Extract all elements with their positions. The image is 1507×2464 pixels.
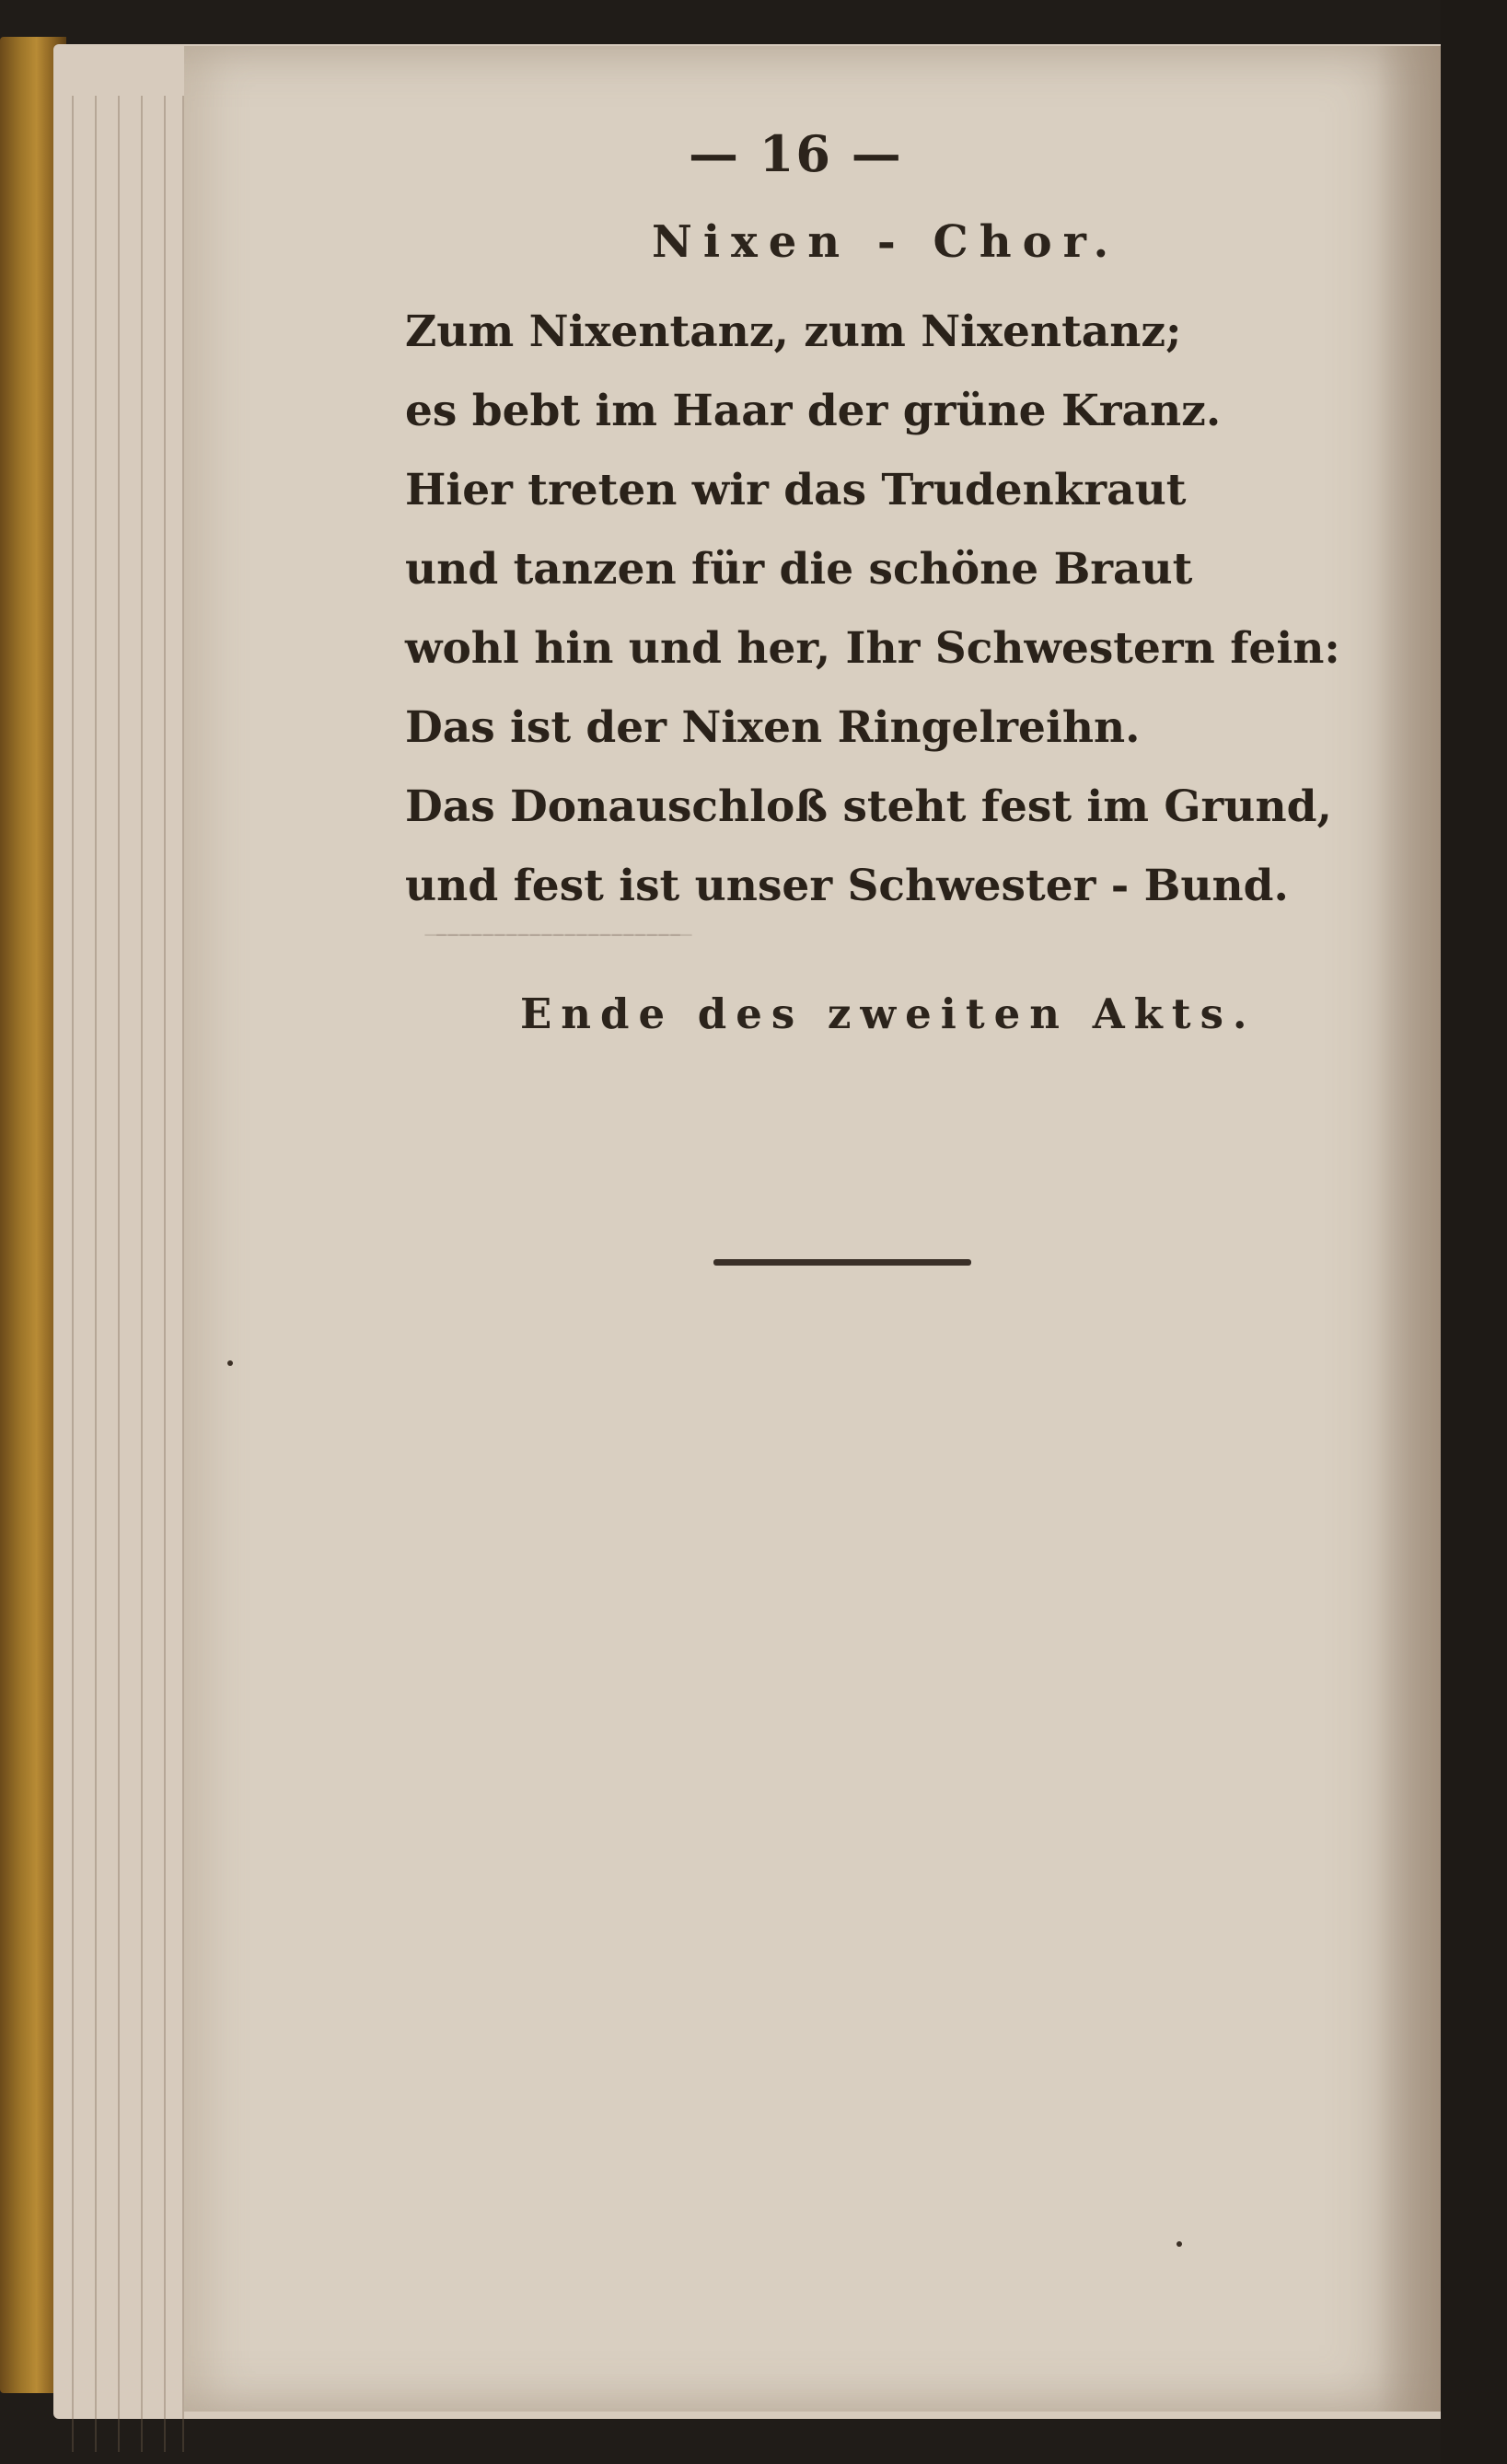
verse-line: Hier treten wir das Trudenkraut — [405, 465, 1187, 515]
verse-block — [405, 293, 1340, 926]
page-edge-line — [141, 96, 143, 2452]
page-edge-line — [72, 96, 74, 2452]
page-edge-line — [164, 96, 166, 2452]
scan-background-right — [1441, 0, 1507, 2464]
page-edge-line — [95, 96, 97, 2452]
ink-speck — [227, 1360, 233, 1366]
verse-line: wohl hin und her, Ihr Schwestern fein: — [405, 623, 1340, 674]
verse-line: Zum Nixentanz, zum Nixentanz; — [405, 307, 1182, 357]
verse-line: Das ist der Nixen Ringelreihn. — [405, 702, 1141, 753]
verse-line: und tanzen für die schöne Braut — [405, 544, 1193, 595]
page-edge-line — [118, 96, 120, 2452]
verse-line: und fest ist unser Schwester - Bund. — [405, 861, 1289, 911]
verse-line: Das Donauschloß steht fest im Grund, — [405, 781, 1332, 832]
verse-line: es bebt im Haar der grüne Kranz. — [405, 386, 1222, 436]
ink-speck — [1177, 2241, 1182, 2247]
show-through-text: ̶ ̶ ̶ ̶ ̶ ̶ ̶ ̶ ̶ ̶ ̶ ̶ ̶ ̶ ̶ ̶ ̶ ̶ ̶ ̶ ̶ ̶ — [423, 911, 670, 954]
section-heading: Nixen - Chor. — [652, 216, 1120, 268]
act-closing-line: Ende des zweiten Akts. — [520, 989, 1257, 1038]
page-number: — 16 — — [689, 124, 903, 183]
horizontal-rule — [713, 1259, 971, 1266]
